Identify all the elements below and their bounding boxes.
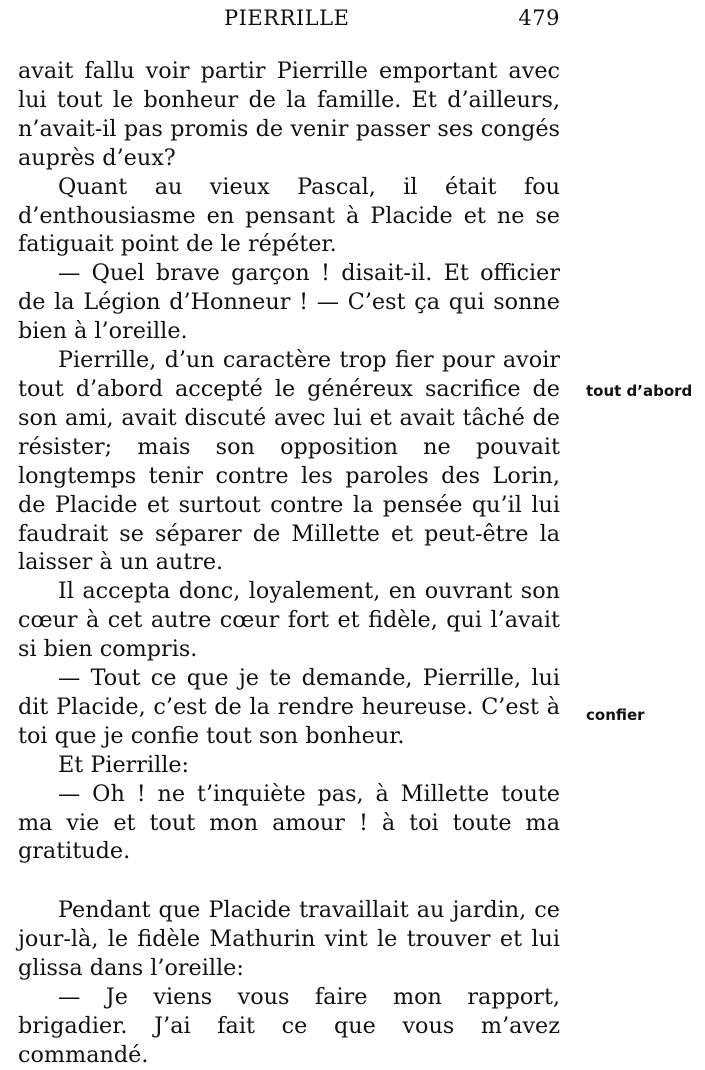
- paragraph-dialogue: — Quel brave garçon ! disait-il. Et officier de la Légion d’Honneur ! — C’est ça qui sonne bien à l’oreille.: [18, 260, 560, 345]
- paragraph-dialogue: — Oh ! ne t’inquiète pas, à Millette toute ma vie et tout mon amour ! à toi toute ma gratitude.: [18, 780, 560, 865]
- paragraph-continuation: avait fallu voir partir Pierrille emportant avec lui tout le bonheur de la famille. Et d’ailleurs, n’avait-il pas promis de venir passer ses congés auprès d’eux?: [18, 58, 560, 171]
- running-header: [18, 6, 560, 38]
- paragraph: Et Pierrille:: [58, 751, 190, 778]
- paragraph-dialogue: — Je viens vous faire mon rapport, brigadier. J’ai fait ce que vous m’avez commandé.: [18, 984, 560, 1068]
- paragraph: Pierrille, d’un caractère trop fier pour avoir tout d’abord accepté le généreux sacrifice de son ami, avait discuté avec lui et avait tâché de résister; mais son opposition ne pouvait longtemps tenir contre les paroles des Lorin, de Placide et surtout contre la pensée qu’il lui faudrait se séparer de Millette et peut-être la laisser à un autre.: [18, 347, 560, 576]
- paragraph-dialogue: — Tout ce que je te demande, Pierrille, lui dit Placide, c’est de la rendre heureuse. C’est à toi que je confie tout son bonheur.: [18, 665, 560, 749]
- margin-gloss: confier: [586, 706, 645, 724]
- paragraph: Quant au vieux Pascal, il était fou d’enthousiasme en pensant à Placide et ne se fatiguait point de le répéter.: [18, 173, 560, 258]
- body-text: [18, 57, 560, 1070]
- paragraph: Pendant que Placide travaillait au jardin, ce jour-là, le fidèle Mathurin vint le trouver et lui glissa dans l’oreille:: [18, 897, 560, 982]
- paragraph: Il accepta donc, loyalement, en ouvrant son cœur à cet autre cœur fort et fidèle, qui l’avait si bien compris.: [18, 578, 560, 663]
- running-title: PIERRILLE: [224, 6, 350, 30]
- margin-gloss: tout d’abord: [586, 382, 693, 400]
- page-number: 479: [518, 6, 560, 30]
